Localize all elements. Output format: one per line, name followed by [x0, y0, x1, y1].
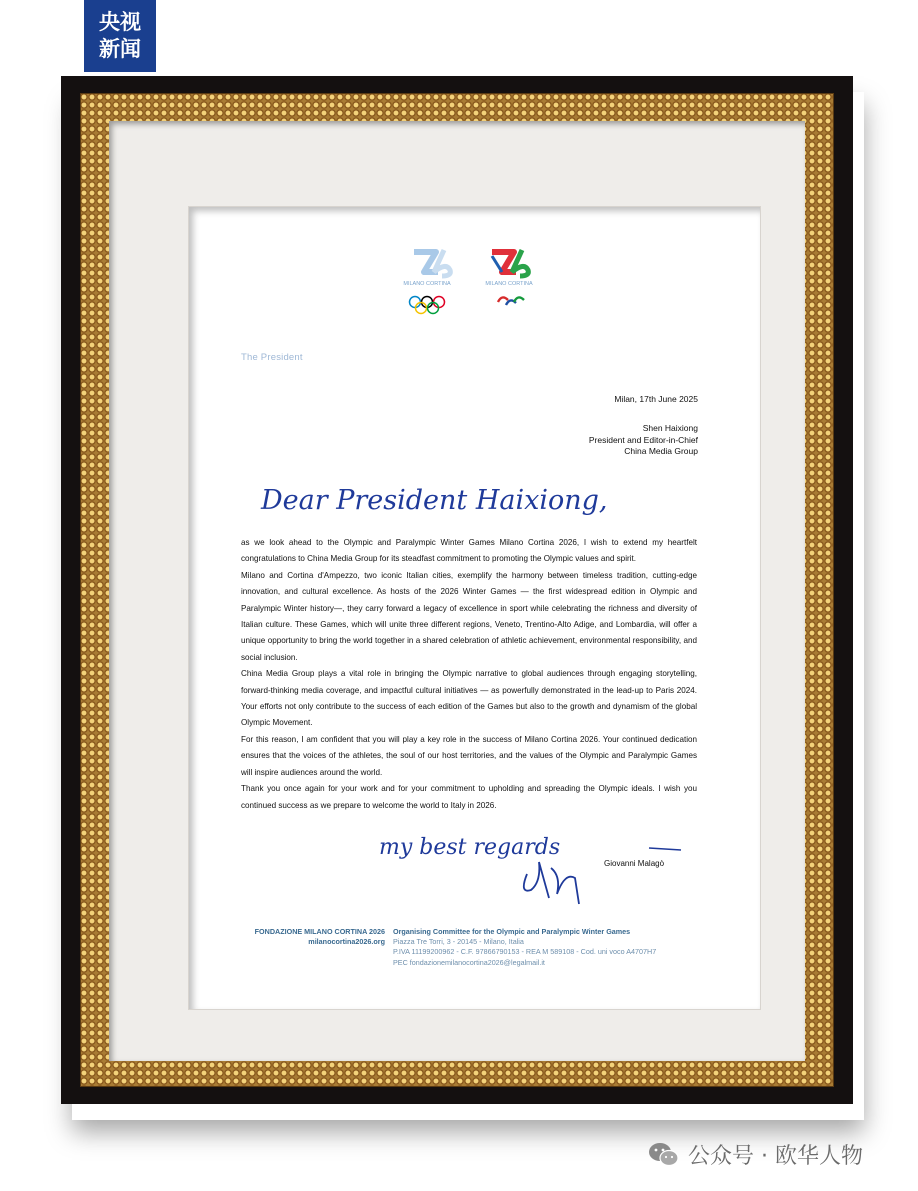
olympic-ring-icon: [434, 297, 445, 308]
footer-foundation-block: [235, 927, 385, 947]
salutation-text: Dear President Haixiong,: [261, 485, 608, 516]
signature-scribble: [524, 862, 579, 904]
watermark-text: 公众号 · 欧华人物: [688, 1144, 863, 1169]
body-paragraph: For this reason, I am confident that you will play a key role in the success of Milano Cortina 2026. Your continued dedication ensures that the voices of the athletes, the soul of our host territories, and the values of the Olympic and Paralympic Games will inspire audiences around the world.: [241, 734, 697, 777]
body-paragraph: as we look ahead to the Olympic and Paralympic Winter Games Milano Cortina 2026, I wish to extend my heartfelt congratulations to China Media Group for its steadfast commitment to promoting the Olympic values and spirit.: [241, 538, 697, 564]
logo-line-1: 央视: [99, 10, 141, 34]
addressee-organization: China Media Group: [624, 446, 698, 456]
gold-beaded-border: [80, 93, 834, 1087]
footer-organisation: Organising Committee for the Olympic and Paralympic Winter Games: [393, 927, 631, 936]
body-paragraph: Milano and Cortina d'Ampezzo, two iconic Italian cities, exemplify the harmony between timeless tradition, cutting-edge innovation, and cultural excellence. As hosts of the 2026 Winter Games — the first widespread edition in Olympic and Paralympic Winter history—, they carry forward a legacy of excellence in sport while celebrating the richness and diversity of Italian culture. These Games, which will unite three different regions, Veneto, Trentino-Alto Adige, and Lombardia, will offer a unique opportunity to bring the world together in a shared celebration of athletic achievement, environmental responsibility, and social inclusion.: [241, 570, 697, 662]
olympic-ring-icon: [416, 303, 427, 314]
paralympic-emblem: [485, 250, 533, 305]
letterhead-title: The President: [241, 352, 303, 363]
footer-registry: P.IVA 11199200962 - C.F. 97866790153 - REA M 589108 - Cod. uni voco A4707H7: [393, 947, 657, 957]
footer-address: Piazza Tre Torri, 3 - 20145 - Milano, Italia: [393, 937, 524, 947]
agitos-icon: [498, 297, 508, 302]
letter: [189, 207, 760, 1009]
addressee-name: Shen Haixiong: [642, 423, 698, 433]
agitos-icon: [514, 297, 524, 302]
olympic-ring-icon: [410, 297, 421, 308]
footer-organisation-block: [393, 927, 723, 968]
mat-opening: [189, 207, 760, 1009]
milano-cortina-emblems: [394, 242, 564, 322]
paralympic-emblem-caption: MILANO CORTINA: [485, 281, 533, 287]
logo-line-2: 新闻: [99, 37, 141, 61]
closing-text: my best regards: [379, 835, 561, 860]
footer-pec: PEC fondazionemilanocortina2026@legalmail.it: [393, 957, 545, 967]
wechat-icon: [648, 1141, 680, 1169]
frame-mat: [109, 121, 805, 1061]
olympic-ring-icon: [428, 303, 439, 314]
cctv-news-logo: [84, 0, 156, 72]
handwritten-salutation: [257, 475, 627, 525]
body-paragraph: Thank you once again for your work and for your commitment to upholding and spreading the Olympic ideals. I wish you continued success as we prepare to welcome the world to Italy in 2026.: [241, 784, 697, 810]
footer-website: milanocortina2026.org: [308, 937, 385, 947]
olympic-emblem-caption: MILANO CORTINA: [403, 281, 451, 287]
letter-date: Milan, 17th June 2025: [614, 394, 698, 404]
signatory-name: Giovanni Malagò: [604, 859, 665, 868]
footer-foundation-name: FONDAZIONE MILANO CORTINA 2026: [254, 927, 385, 936]
wechat-watermark: [648, 1139, 863, 1170]
body-paragraph: China Media Group plays a vital role in bringing the Olympic narrative to global audiences through engaging storytelling, forward-thinking media coverage, and impactful cultural initiatives — as powerfully demonstrated in the lead-up to Paris 2024. Your efforts not only contribute to the success of each edition of the Games but also to the growth and dynamism of the global Olympic Movement.: [241, 669, 697, 728]
signature-stroke: [649, 848, 681, 850]
letter-body: [241, 535, 697, 814]
handwritten-closing-and-signature: [379, 832, 699, 912]
addressee-block: [589, 423, 698, 458]
olympic-emblem: [403, 250, 451, 314]
picture-frame: [61, 76, 853, 1104]
olympic-ring-icon: [422, 297, 433, 308]
addressee-title: President and Editor-in-Chief: [588, 434, 698, 445]
